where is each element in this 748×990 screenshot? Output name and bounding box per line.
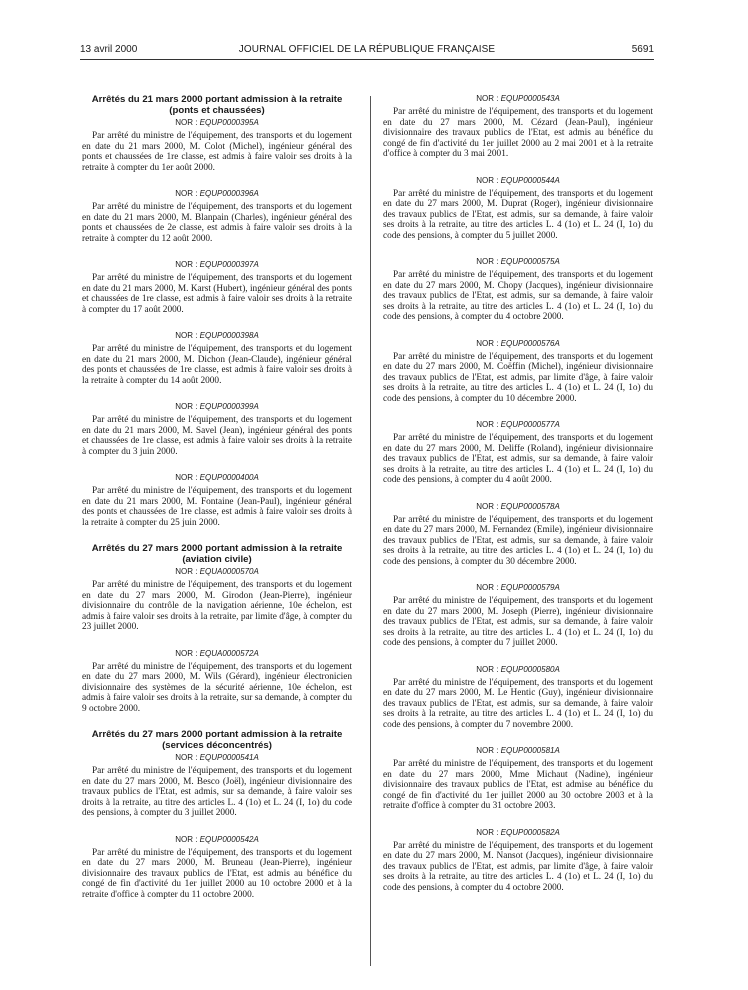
nor-label: NOR : [476,746,499,755]
nor-code: EQUP0000579A [500,583,560,592]
nor-reference [383,746,653,756]
nor-label: NOR : [476,175,499,185]
nor-code: EQUP0000541A [199,753,259,762]
header-rule [80,59,654,60]
nor-code: EQUA0000570A [199,567,259,576]
nor-reference [82,402,352,412]
decree-entry [383,257,653,323]
nor-label: NOR : [175,189,198,198]
nor-reference [82,753,352,763]
decree-text: Par arrêté du ministre de l'équipement, des transports et du logement en date du 27 mars 2000, M. Fernandez (Emile), ingénieur divisionnaire des travaux publics de l'Etat, est admis, sur sa demande, à faire valoir ses droits à la retraite, au titre des articles L. 4 (1o) et L. 24 (I, 1o) du code des pensions, à compter du 30 décembre 2000. [383,514,653,567]
nor-label: NOR : [175,648,198,658]
decree-text: Par arrêté du ministre de l'équipement, des transports et du logement en date du 21 mars 2000, M. Fontaine (Jean-Paul), ingénieur général des ponts et chaussées de 1re classe, est admis à faire valoir ses droits à la retraite à compter du 25 juin 2000. [82,486,352,528]
decree-entry [82,730,352,819]
decree-text: Par arrêté du ministre de l'équipement, des transports et du logement en date du 27 mars 2000, M. Deliffe (Roland), ingénieur divisionnaire des travaux publics de l'Etat, est admis, sur sa demande, à faire valoir ses droits à la retraite, au titre des articles L. 4 (1o) et L. 24 (I, 1o) du code des pensions, à compter du 4 août 2000. [383,433,653,485]
nor-code: EQUP0000399A [199,402,259,411]
decree-entry [383,339,653,405]
decree-text: Par arrêté du ministre de l'équipement, des transports et du logement en date du 21 mars 2000, M. Dichon (Jean-Claude), ingénieur général des ponts et chaussées de 1re classe, est admis à faire valoir ses droits à la retraite à compter du 14 août 2000. [82,344,352,386]
decree-text: Par arrêté du ministre de l'équipement, des transports et du logement en date du 27 mars 2000, Mme Michaut (Nadine), ingénieur divisionnaire des travaux publics de l'Etat, est admise au bénéfice du congé de fin d'activité du 1er juillet 2000 au 30 octobre 2003 et à la retraite d'office à compter du 31 octobre 2003. [383,759,653,811]
decree-entry [82,189,352,244]
nor-reference [383,257,653,267]
nor-label: NOR : [476,420,499,429]
section-title: Arrêtés du 27 mars 2000 portant admission à la retraite (aviation civile) [91,543,343,565]
nor-code: EQUP0000544A [500,175,560,185]
nor-reference [82,567,352,577]
nor-code: EQUP0000578A [500,501,560,511]
nor-reference [82,649,352,659]
nor-label: NOR : [175,402,198,411]
section-title: Arrêtés du 27 mars 2000 portant admission à la retraite (services déconcentrés) [91,729,343,751]
decree-text: Par arrêté du ministre de l'équipement, des transports et du logement en date du 27 mars 2000, M. Cézard (Jean-Paul), ingénieur divisionnaire des travaux publics de l'Etat, est admis au bénéfice du congé de fin d'activité du 1er juillet 2000 au 2 mai 2001 et à la retraite d'office à compter du 3 mai 2001. [383,107,653,159]
nor-code: EQUP0000395A [199,118,259,127]
nor-code: EQUA0000572A [199,648,259,658]
right-column [383,92,653,901]
nor-label: NOR : [175,567,198,576]
nor-reference [383,583,653,593]
nor-code: EQUP0000577A [500,420,560,429]
section-title: Arrêtés du 21 mars 2000 portant admission à la retraite (ponts et chaussées) [91,94,343,116]
nor-label: NOR : [476,257,499,266]
nor-code: EQUP0000581A [500,746,560,755]
decree-entry [82,473,352,528]
nor-code: EQUP0000580A [500,664,560,674]
nor-label: NOR : [175,118,198,127]
decree-text: Par arrêté du ministre de l'équipement, des transports et du logement en date du 27 mars 2000, M. Duprat (Roger), ingénieur divisionnaire des travaux publics de l'Etat, est admis, sur sa demande, à faire valoir ses droits à la retraite, au titre des articles L. 4 (1o) et L. 24 (I, 1o) du code des pensions, à compter du 5 juillet 2000. [383,188,653,241]
nor-reference [82,473,352,483]
decree-text: Par arrêté du ministre de l'équipement, des transports et du logement en date du 21 mars 2000, M. Savel (Jean), ingénieur général des ponts et chaussées de 1re classe, est admis à faire valoir ses droits à la retraite à compter du 3 juin 2000. [82,415,352,457]
decree-text: Par arrêté du ministre de l'équipement, des transports et du logement en date du 21 mars 2000, M. Colot (Michel), ingénieur général des ponts et chaussées de 1re classe, est admis à faire valoir ses droits à la retraite à compter du 1er août 2000. [82,131,352,173]
nor-reference [383,420,653,430]
decree-text: Par arrêté du ministre de l'équipement, des transports et du logement en date du 27 mars 2000, M. Coëffin (Michel), ingénieur divisionnaire des travaux publics de l'Etat, est admis, par limite d'âge, à faire valoir ses droits à la retraite, au titre des articles L. 4 (1o) et L. 24 (I, 1o) du code des pensions, à compter du 10 décembre 2000. [383,351,653,404]
decree-entry [82,835,352,901]
journal-title: JOURNAL OFFICIEL DE LA RÉPUBLIQUE FRANÇAISE [238,44,496,55]
nor-label: NOR : [476,664,499,674]
decree-entry [82,331,352,386]
decree-text: Par arrêté du ministre de l'équipement, des transports et du logement en date du 27 mars 2000, M. Chopy (Jacques), ingénieur divisionnaire des travaux publics de l'Etat, est admis, sur sa demande, à faire valoir ses droits à la retraite, au titre des articles L. 4 (1o) et L. 24 (I, 1o) du code des pensions, à compter du 4 octobre 2000. [383,270,653,322]
nor-label: NOR : [175,260,198,269]
decree-text: Par arrêté du ministre de l'équipement, des transports et du logement en date du 21 mars 2000, M. Blanpain (Charles), ingénieur général des ponts et chaussées de 2e classe, est admis à faire valoir ses droits à la retraite à compter du 12 août 2000. [82,202,352,244]
nor-label: NOR : [175,753,198,762]
page-header [80,44,654,60]
nor-code: EQUP0000400A [199,473,259,482]
decree-entry [82,544,352,633]
nor-label: NOR : [175,473,198,482]
nor-reference [383,94,653,104]
decree-text: Par arrêté du ministre de l'équipement, des transports et du logement en date du 27 mars 2000, M. Bruneau (Jean-Pierre), ingénieur divisionnaire des travaux publics de l'Etat, est admis au bénéfice du congé de fin d'activité du 1er juillet 2000 au 10 octobre 2000 et à la retraite d'office à compter du 11 octobre 2000. [82,847,352,900]
nor-label: NOR : [476,338,499,348]
nor-label: NOR : [476,827,499,837]
nor-label: NOR : [175,331,198,340]
decree-entry [383,746,653,812]
page-number: 5691 [631,44,654,55]
header-date: 13 avril 2000 [80,44,138,55]
nor-label: NOR : [476,583,499,592]
nor-code: EQUP0000575A [500,257,560,266]
nor-reference [383,339,653,349]
decree-entry [82,649,352,715]
decree-entry [82,95,352,173]
decree-text: Par arrêté du ministre de l'équipement, des transports et du logement en date du 27 mars 2000, M. Besco (Joël), ingénieur divisionnaire des travaux publics de l'Etat, est admis, sur sa demande, à faire valoir ses droits à la retraite, au titre des articles L. 4 (1o) et L. 24 (I, 1o) du code des pensions, à compter du 3 juillet 2000. [82,766,352,818]
nor-reference [82,260,352,270]
nor-label: NOR : [175,834,198,844]
nor-reference [383,176,653,186]
decree-entry [383,583,653,649]
nor-code: EQUP0000397A [199,260,259,269]
decree-text: Par arrêté du ministre de l'équipement, des transports et du logement en date du 27 mars 2000, M. Girodon (Jean-Pierre), ingénieur divisionnaire du contrôle de la navigation aérienne, 10e échelon, est admis à faire valoir ses droits à la retraite, par limite d'âge, à compter du 23 juillet 2000. [82,580,352,632]
decree-text: Par arrêté du ministre de l'équipement, des transports et du logement en date du 21 mars 2000, M. Karst (Hubert), ingénieur général des ponts et chaussées de 1re classe, est admis à faire valoir ses droits à la retraite à compter du 17 août 2000. [82,273,352,315]
nor-reference [82,189,352,199]
column-divider [370,96,371,966]
decree-text: Par arrêté du ministre de l'équipement, des transports et du logement en date du 27 mars 2000, M. Joseph (Pierre), ingénieur divisionnaire des travaux publics de l'Etat, est admis, sur sa demande, à faire valoir ses droits à la retraite, au titre des articles L. 4 (1o) et L. 24 (I, 1o) du code des pensions, à compter du 7 juillet 2000. [383,596,653,648]
decree-entry [82,260,352,315]
nor-label: NOR : [476,94,499,103]
decree-entry [383,828,653,894]
left-column [82,92,352,908]
nor-code: EQUP0000543A [500,94,560,103]
nor-reference [383,665,653,675]
decree-entry [383,665,653,731]
nor-code: EQUP0000398A [199,331,259,340]
nor-label: NOR : [476,501,499,511]
nor-reference [383,502,653,512]
decree-text: Par arrêté du ministre de l'équipement, des transports et du logement en date du 27 mars 2000, M. Wils (Gérard), ingénieur électronicien divisionnaire des systèmes de la sécurité aérienne, 10e échelon, est admis à faire valoir ses droits à la retraite, sur sa demande, à compter du 9 octobre 2000. [82,661,352,714]
decree-text: Par arrêté du ministre de l'équipement, des transports et du logement en date du 27 mars 2000, M. Nansot (Jacques), ingénieur divisionnaire des travaux publics de l'Etat, est admis, par limite d'âge, à faire valoir ses droits à la retraite, au titre des articles L. 4 (1o) et L. 24 (I, 1o) du code des pensions, à compter du 4 octobre 2000. [383,840,653,893]
decree-entry [383,420,653,486]
nor-reference [82,835,352,845]
decree-entry [383,94,653,160]
decree-text: Par arrêté du ministre de l'équipement, des transports et du logement en date du 27 mars 2000, M. Le Hentic (Guy), ingénieur divisionnaire des travaux publics de l'Etat, est admis, sur sa demande, à faire valoir ses droits à la retraite, au titre des articles L. 4 (1o) et L. 24 (I, 1o) du code des pensions, à compter du 7 novembre 2000. [383,677,653,730]
decree-entry [383,176,653,242]
nor-reference [82,331,352,341]
decree-entry [82,402,352,457]
decree-entry [383,502,653,568]
nor-code: EQUP0000542A [199,834,259,844]
nor-reference [383,828,653,838]
nor-code: EQUP0000576A [500,338,560,348]
nor-code: EQUP0000396A [199,189,259,198]
nor-code: EQUP0000582A [500,827,560,837]
nor-reference [82,118,352,128]
